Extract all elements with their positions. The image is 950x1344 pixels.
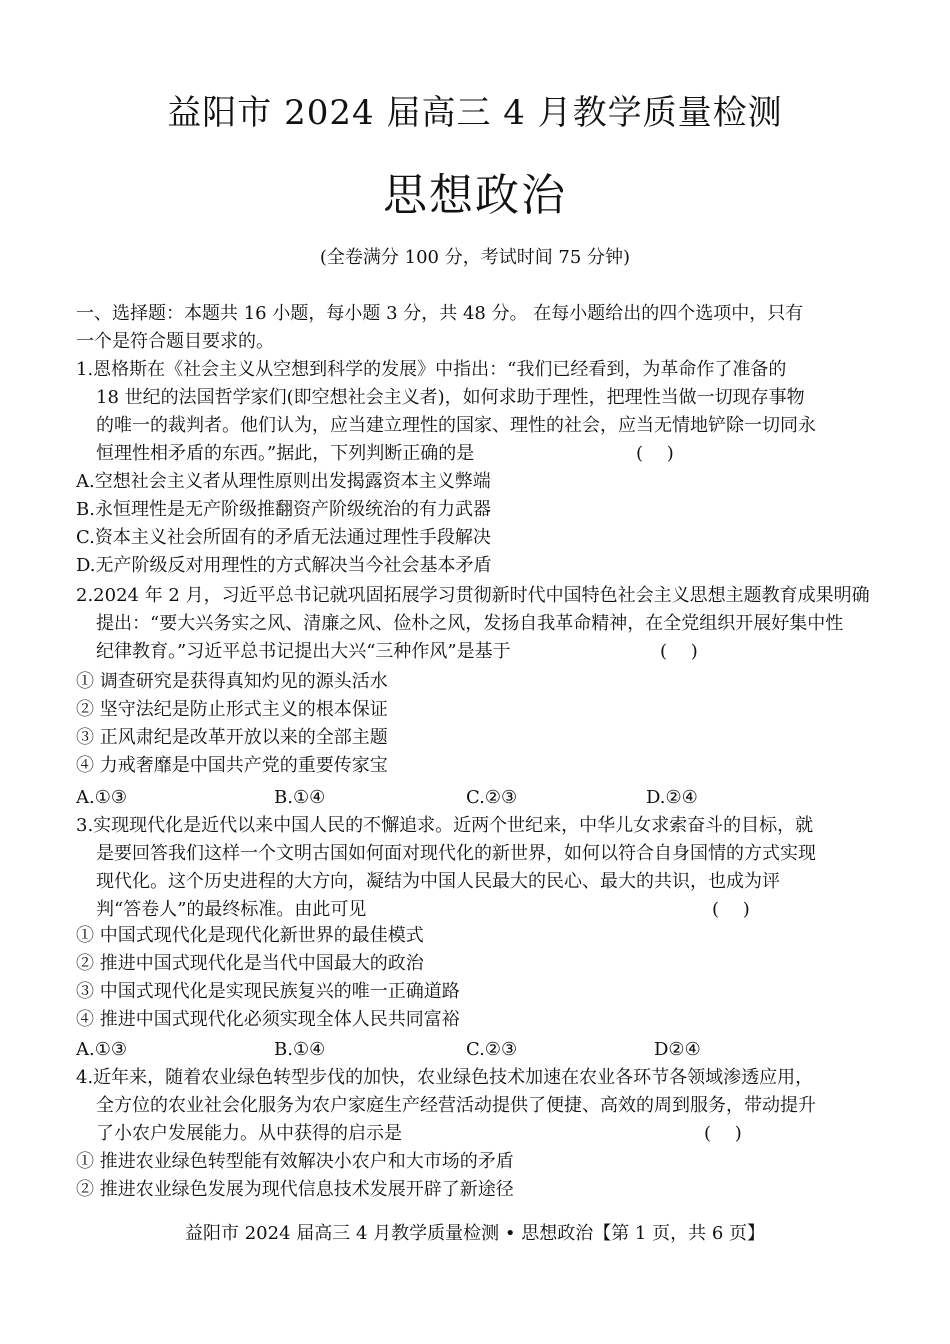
statement-2: ② 坚守法纪是防止形式主义的根本保证	[76, 699, 388, 720]
question-4-stem: 4.近年来，随着农业绿色转型步伐的加快，农业绿色技术加速在农业各环节各领域渗透应用，	[76, 1067, 814, 1088]
question-3-stem: 3.实现现代化是近代以来中国人民的不懈追求。近两个世纪来，中华儿女求索奋斗的目标，就	[76, 815, 814, 836]
choice-c: C.②③	[466, 787, 518, 808]
question-2-stem: 2.2024 年 2 月，习近平总书记就巩固拓展学习贯彻新时代中国特色社会主义思想主题教育成果明确	[76, 585, 870, 606]
question-3-stem: 判“答卷人”的最终标准。由此可见	[96, 899, 367, 920]
option-a: A.空想社会主义者从理性原则出发揭露资本主义弊端	[76, 471, 491, 492]
statement-3: ③ 中国式现代化是实现民族复兴的唯一正确道路	[76, 981, 460, 1002]
question-2-stem: 纪律教育。”习近平总书记提出大兴“三种作风”是基于	[96, 641, 511, 662]
choice-b: B.①④	[274, 1039, 326, 1060]
question-3-stem: 是要回答我们这样一个文明古国如何面对现代化的新世界，如何以符合自身国情的方式实现	[96, 843, 816, 864]
statement-2: ② 推进农业绿色发展为现代信息技术发展开辟了新途径	[76, 1179, 514, 1200]
statement-4: ④ 推进中国式现代化必须实现全体人民共同富裕	[76, 1009, 460, 1030]
page-footer: 益阳市 2024 届高三 4 月教学质量检测 • 思想政治【第 1 页，共 6 页】	[185, 1223, 765, 1244]
section-instruction-line: 一、选择题：本题共 16 小题，每小题 3 分，共 48 分。 在每小题给出的四个选项中，只有	[76, 303, 804, 324]
statement-4: ④ 力戒奢靡是中国共产党的重要传家宝	[76, 755, 388, 776]
question-2-stem: 提出：“要大兴务实之风、清廉之风、俭朴之风，发扬自我革命精神，在全党组织开展好集中性	[96, 613, 844, 634]
choice-b: B.①④	[274, 787, 326, 808]
statement-3: ③ 正风肃纪是改革开放以来的全部主题	[76, 727, 388, 748]
choice-c: C.②③	[466, 1039, 518, 1060]
question-1-stem: 恒理性相矛盾的东西。”据此，下列判断正确的是	[96, 443, 475, 464]
choice-d: D.②④	[646, 787, 698, 808]
choice-d: D②④	[654, 1039, 701, 1060]
question-3-stem: 现代化。这个历史进程的大方向，凝结为中国人民最大的民心、最大的共识，也成为评	[96, 871, 780, 892]
section-instruction-line: 一个是符合题目要求的。	[76, 331, 274, 352]
option-c: C.资本主义社会所固有的矛盾无法通过理性手段解决	[76, 527, 491, 548]
question-4-stem: 了小农户发展能力。从中获得的启示是	[96, 1123, 402, 1144]
question-1-stem: 1.恩格斯在《社会主义从空想到科学的发展》中指出：“我们已经看到，为革命作了准备的	[76, 359, 787, 380]
question-4-stem: 全方位的农业社会化服务为农户家庭生产经营活动提供了便捷、高效的周到服务，带动提升	[96, 1095, 816, 1116]
answer-blank: ( )	[636, 443, 674, 464]
answer-blank: ( )	[712, 899, 750, 920]
answer-blank: ( )	[704, 1123, 742, 1144]
option-b: B.永恒理性是无产阶级推翻资产阶级统治的有力武器	[76, 499, 491, 520]
exam-note: (全卷满分 100 分，考试时间 75 分钟)	[319, 247, 631, 268]
answer-blank: ( )	[660, 641, 698, 662]
option-d: D.无产阶级反对用理性的方式解决当今社会基本矛盾	[76, 555, 492, 576]
statement-1: ① 调查研究是获得真知灼见的源头活水	[76, 671, 388, 692]
statement-1: ① 中国式现代化是现代化新世界的最佳模式	[76, 925, 424, 946]
subject-title: 思想政治	[383, 170, 567, 221]
question-1-stem: 的唯一的裁判者。他们认为，应当建立理性的国家、理性的社会，应当无情地铲除一切同永	[96, 415, 816, 436]
statement-1: ① 推进农业绿色转型能有效解决小农户和大市场的矛盾	[76, 1151, 514, 1172]
choice-a: A.①③	[76, 1039, 127, 1060]
question-1-stem: 18 世纪的法国哲学家们(即空想社会主义者)，如何求助于理性，把理性当做一切现存事物	[96, 387, 805, 408]
exam-title: 益阳市 2024 届高三 4 月教学质量检测	[167, 93, 783, 133]
choice-a: A.①③	[76, 787, 127, 808]
statement-2: ② 推进中国式现代化是当代中国最大的政治	[76, 953, 424, 974]
